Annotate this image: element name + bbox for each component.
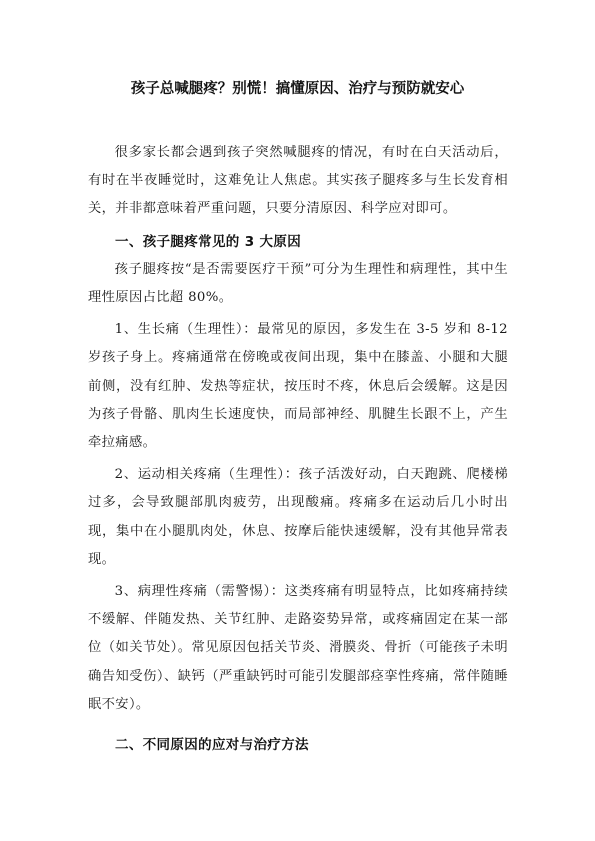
cause-growing-pain-paragraph: 1、生长痛（生理性）：最常见的原因，多发生在 3-5 岁和 8-12 岁孩子身上。疼痛通常在傍晚或夜间出现，集中在膝盖、小腿和大腿前侧，没有红肿、发热等症状，按压时不疼，休息后会缓解。这是因为孩子骨骼、肌肉生长速度快，而局部神经、肌腱生长跟不上，产生牵拉痛感。 bbox=[88, 322, 508, 451]
spacer bbox=[88, 719, 508, 731]
intro-paragraph: 很多家长都会遇到孩子突然喊腿疼的情况，有时在白天活动后，有时在半夜睡觉时，这难免让人焦虑。其实孩子腿疼多与生长发育相关，并非都意味着严重问题，只要分清原因、科学应对即可。 bbox=[88, 145, 508, 217]
article-body bbox=[88, 139, 508, 759]
cause-exercise-pain-paragraph: 2、运动相关疼痛（生理性）：孩子活泼好动，白天跑跳、爬楼梯过多，会导致腿部肌肉疲劳，出现酸痛。疼痛多在运动后几小时出现，集中在小腿肌肉处，休息、按摩后能快速缓解，没有其他异常表现。 bbox=[88, 467, 508, 567]
causes-lead-paragraph: 孩子腿疼按“是否需要医疗干预”可分为生理性和病理性，其中生理性原因占比超 80%。 bbox=[88, 261, 508, 306]
cause-pathological-pain-paragraph: 3、病理性疼痛（需警惕）：这类疼痛有明显特点，比如疼痛持续不缓解、伴随发热、关节红肿、走路姿势异常，或疼痛固定在某一部位（如关节处）。常见原因包括关节炎、滑膜炎、骨折（可能孩子未明确告知受伤）、缺钙（严重缺钙时可能引发腿部痉挛性疼痛，常伴随睡眠不安）。 bbox=[88, 584, 508, 712]
page-title: 孩子总喊腿疼？别慌！搞懂原因、治疗与预防就安心 bbox=[130, 81, 465, 97]
section-heading-causes: 一、孩子腿疼常见的 3 大原因 bbox=[115, 233, 302, 250]
section-heading-treatment: 二、不同原因的应对与治疗方法 bbox=[115, 737, 309, 754]
